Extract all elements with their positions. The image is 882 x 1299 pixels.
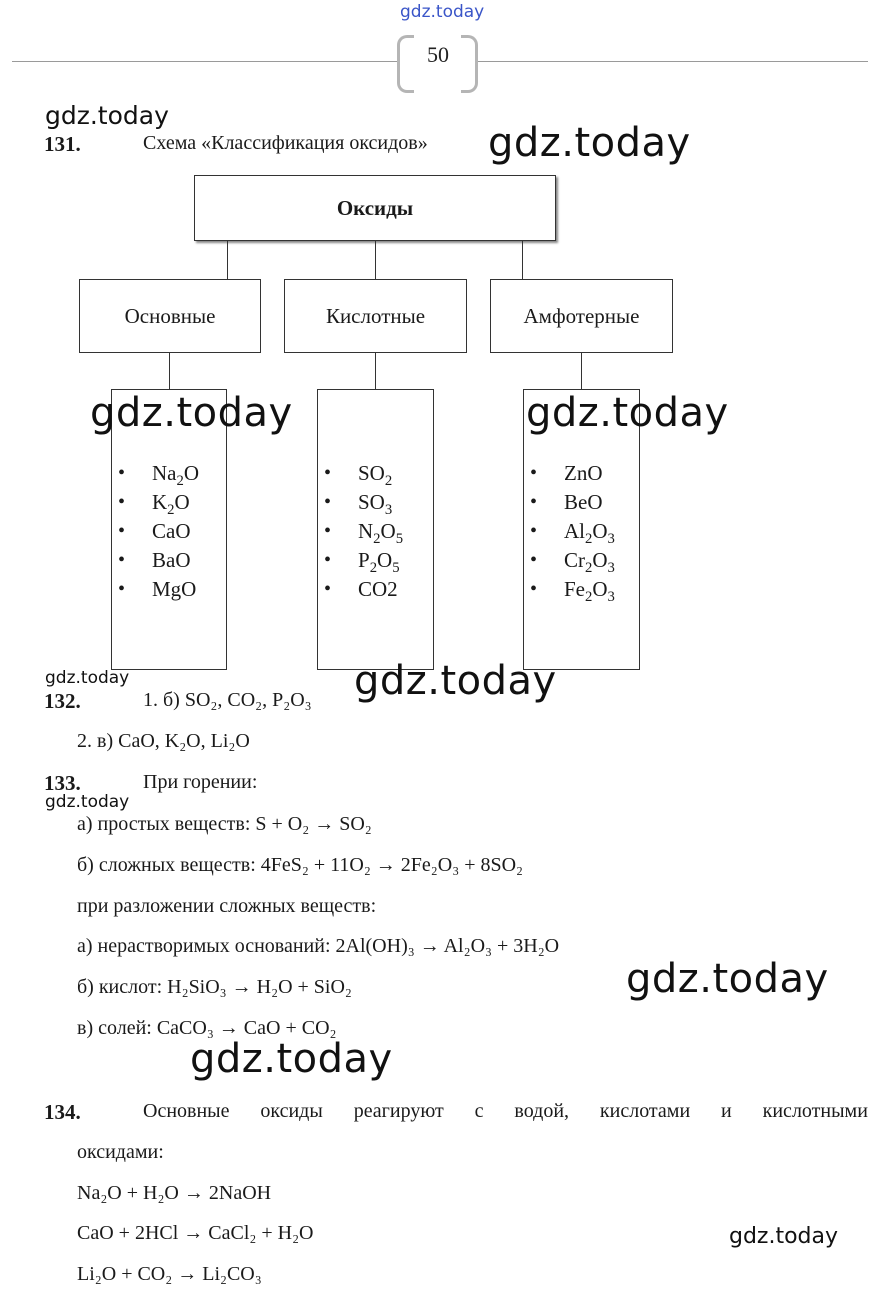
oxide-formula: • BaO [112, 546, 199, 575]
task-intro: При горении: [143, 771, 258, 793]
watermark: gdz.today [90, 390, 293, 436]
word: оксиды [260, 1100, 323, 1122]
header-rule-right [478, 61, 868, 62]
scheme-title: Схема «Классификация оксидов» [143, 132, 428, 154]
oxide-formula: • $Na_2O$ [112, 459, 199, 488]
reaction-line: б) сложных веществ: 4FeS₂ + 11O₂ → 2Fe₂O₃ + 8SO₂ [77, 854, 524, 876]
root-label: Оксиды [336, 195, 414, 220]
task-number-132: 132. [44, 689, 81, 713]
category-label: Амфотерные [523, 303, 640, 328]
oxide-formula: • $P_2O_5$ [318, 546, 403, 575]
oxide-formula: • $SO_2$ [318, 459, 403, 488]
word: кислотными [762, 1100, 868, 1122]
connector [581, 353, 582, 389]
oxide-formula: • $N_2O_5$ [318, 517, 403, 546]
task-text-continued: оксидами: [77, 1141, 164, 1163]
watermark: gdz.today [729, 1224, 839, 1249]
oxide-formula: • BeO [524, 488, 615, 517]
word: водой, [514, 1100, 570, 1122]
watermark: gdz.today [488, 120, 691, 166]
oxide-formula: • $SO_3$ [318, 488, 403, 517]
oxide-formula: • $Cr_2O_3$ [524, 546, 615, 575]
oxide-formula: • ZnO [524, 459, 615, 488]
watermark: gdz.today [45, 668, 130, 688]
task-number-133: 133. [44, 771, 81, 795]
oxide-formula: • $Al_2O_3$ [524, 517, 615, 546]
oxide-formula: • MgO [112, 575, 199, 604]
oxide-formula: • $Fe_2O_3$ [524, 575, 615, 604]
category-box-basic [79, 279, 261, 353]
word: с [474, 1100, 484, 1122]
connector [375, 241, 376, 279]
task-text [143, 1100, 868, 1123]
connector [227, 241, 228, 279]
equation-line: CaO + 2HCl → CaCl₂ + H₂O [77, 1222, 314, 1244]
connector [522, 241, 523, 279]
header-rule-left [12, 61, 398, 62]
oxide-formula: • CO2 [318, 575, 403, 604]
answer-line: 1. б) SO₂, CO₂, P₂O₃ [143, 689, 312, 711]
watermark: gdz.today [45, 101, 169, 130]
reaction-line: а) простых веществ: S + O₂ → SO₂ [77, 813, 372, 835]
reaction-line: в) солей: CaCO₃ → CaO + CO₂ [77, 1017, 337, 1039]
oxide-formula: • $K_2O$ [112, 488, 199, 517]
word: и [721, 1100, 732, 1122]
connector [169, 353, 170, 389]
answer-line: 2. в) CaO, K₂O, Li₂O [77, 730, 250, 752]
connector [375, 353, 376, 389]
watermark: gdz.today [45, 792, 130, 812]
root-box [194, 175, 556, 241]
examples-box-acidic [317, 389, 434, 670]
page-number: 50 [427, 42, 449, 67]
task-number-134: 134. [44, 1100, 81, 1124]
category-box-acidic [284, 279, 467, 353]
equation-line: Li₂O + CO₂ → Li₂CO₃ [77, 1263, 262, 1285]
oxide-formula: • CaO [112, 517, 199, 546]
category-label: Основные [124, 303, 216, 328]
watermark: gdz.today [354, 658, 557, 704]
watermark: gdz.today [190, 1036, 393, 1082]
watermark: gdz.today [526, 390, 729, 436]
equation-line: Na₂O + H₂O → 2NaOH [77, 1182, 272, 1204]
reaction-line: а) нерастворимых оснований: 2Al(OH)₃ → Al₂O₃ + 3H₂O [77, 935, 560, 957]
word: кислотами [599, 1100, 691, 1122]
word: реагируют [353, 1100, 444, 1122]
oxide-list-acidic [318, 459, 403, 604]
word: Основные [143, 1100, 230, 1122]
oxide-list-amphoteric [524, 459, 615, 604]
oxide-list-basic [112, 459, 199, 604]
header-watermark: gdz.today [400, 2, 485, 22]
reaction-line: б) кислот: H₂SiO₃ → H₂O + SiO₂ [77, 976, 352, 998]
watermark: gdz.today [626, 956, 829, 1002]
category-box-amphoteric [490, 279, 673, 353]
section-line: при разложении сложных веществ: [77, 895, 377, 917]
category-label: Кислотные [325, 303, 426, 328]
task-number-131: 131. [44, 132, 81, 156]
